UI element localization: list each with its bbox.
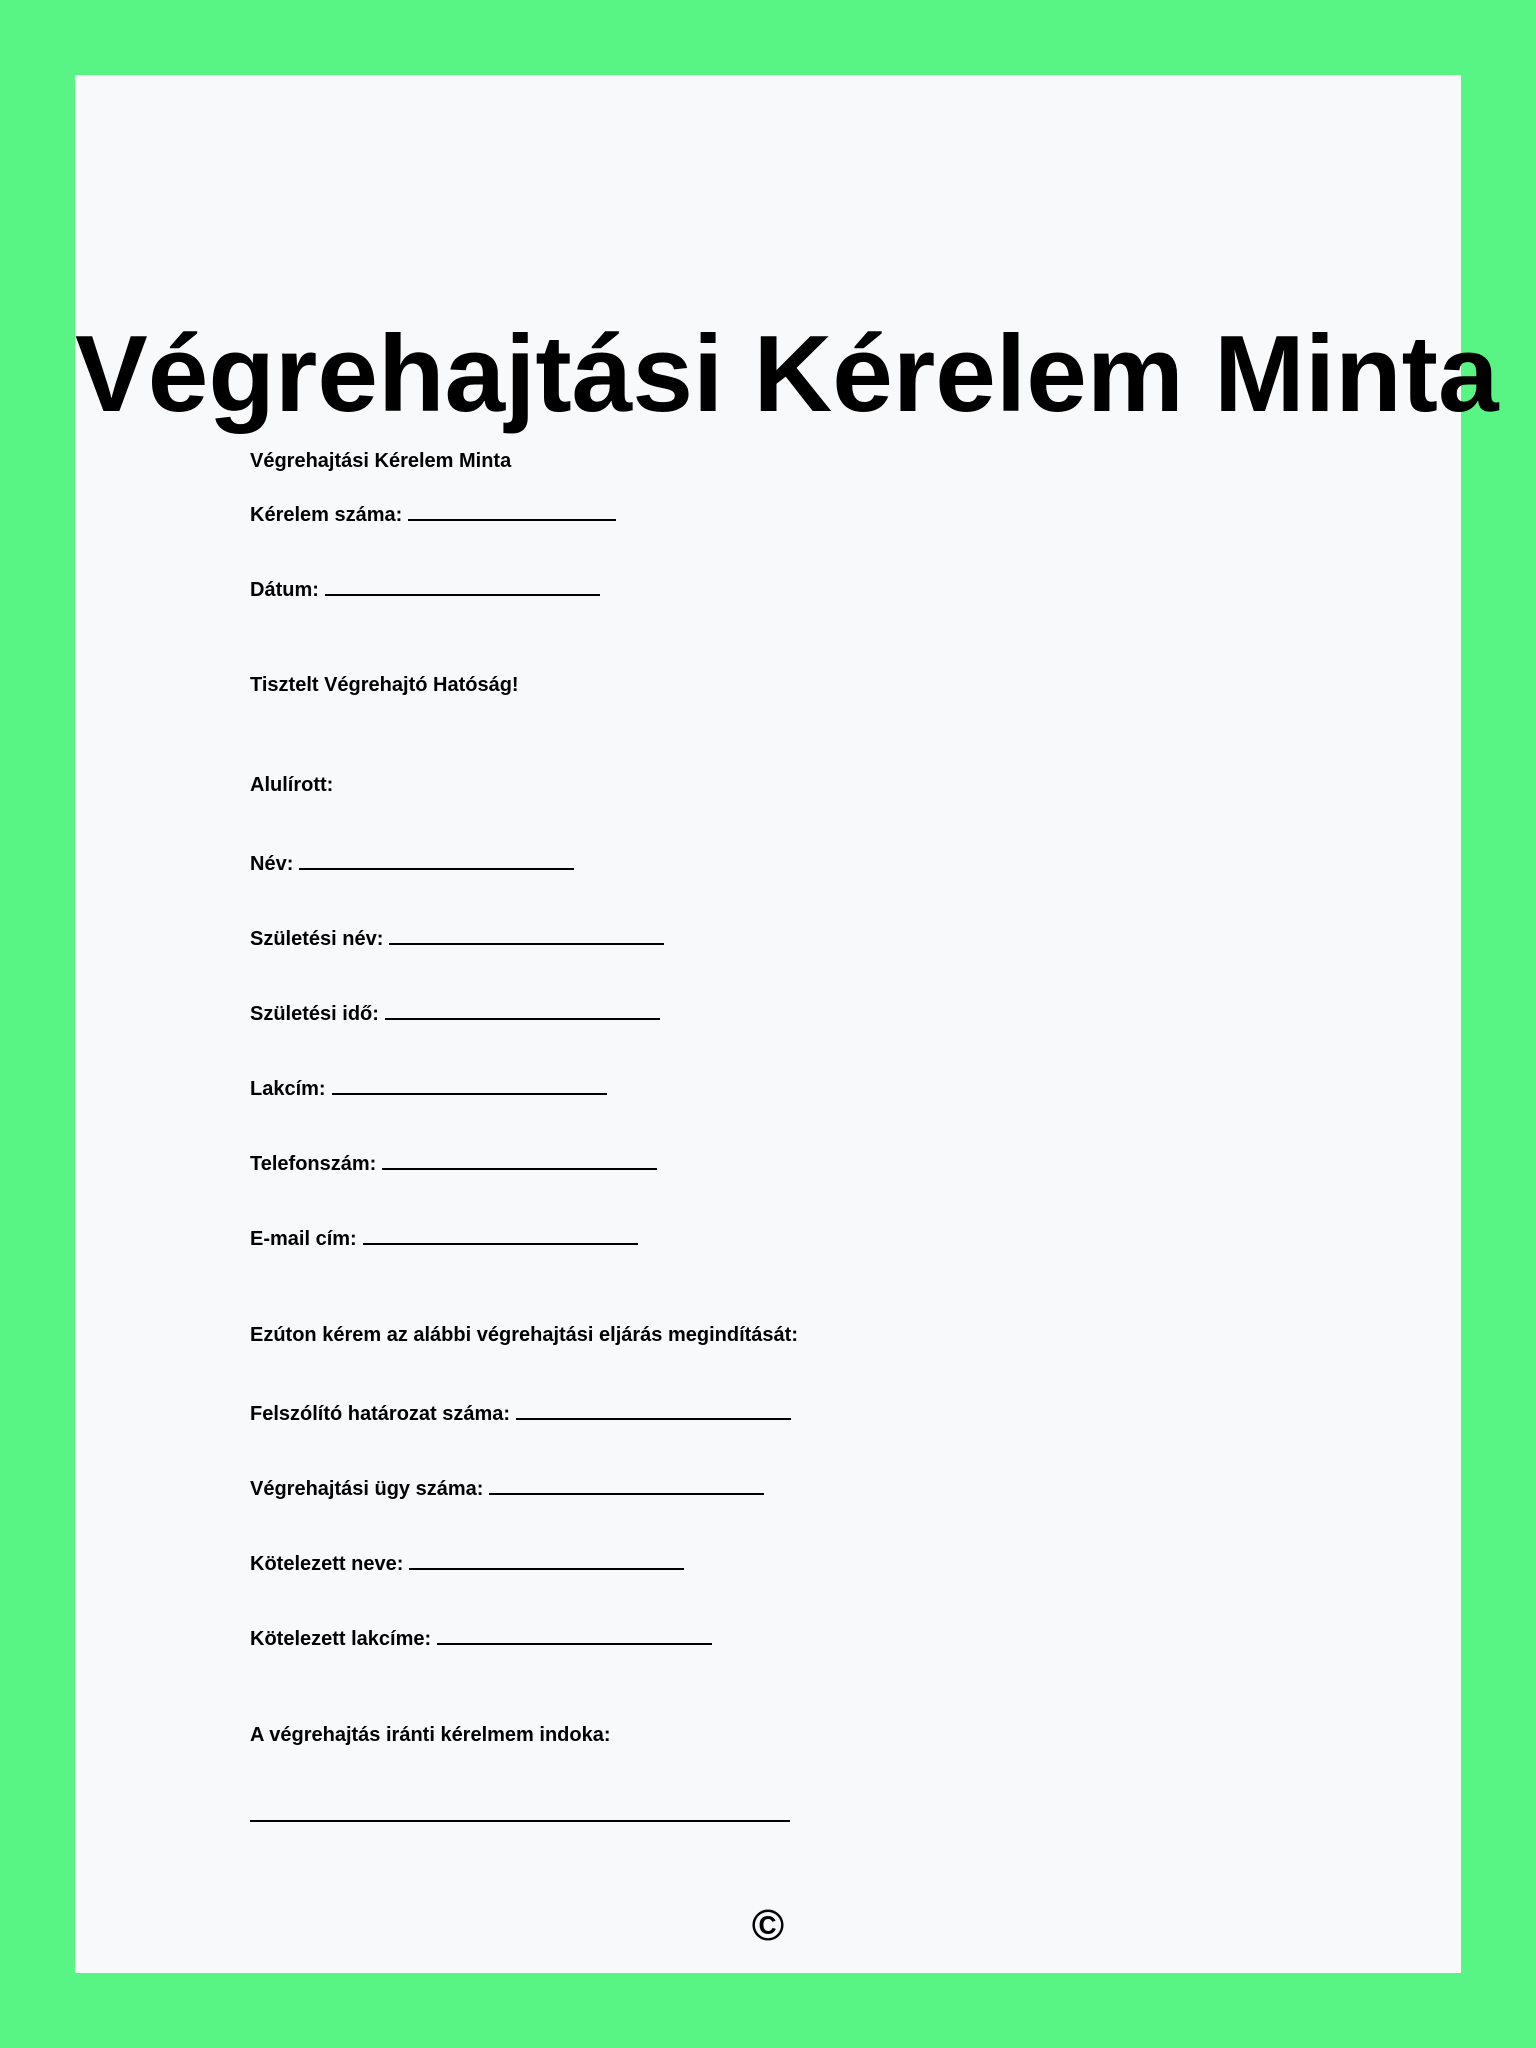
copyright-icon: © <box>751 1901 785 1950</box>
blank-line <box>437 1623 712 1645</box>
field-case-number <box>250 1473 764 1501</box>
field-label: Kötelezett neve: <box>250 1553 404 1575</box>
reason-blank-line <box>250 1820 790 1822</box>
field-label: Telefonszám: <box>250 1153 377 1175</box>
blank-line <box>385 998 660 1020</box>
field-obligor-address <box>250 1623 712 1651</box>
blank-line <box>489 1473 764 1495</box>
field-date <box>250 574 600 602</box>
field-label: Kérelem száma: <box>250 504 403 526</box>
blank-line <box>389 923 664 945</box>
blank-line <box>382 1148 657 1170</box>
document-heading: Végrehajtási Kérelem Minta <box>75 313 1499 435</box>
document-subtitle: Végrehajtási Kérelem Minta <box>250 450 512 472</box>
field-phone <box>250 1148 657 1176</box>
field-label: Születési név: <box>250 928 384 950</box>
field-label: Végrehajtási ügy száma: <box>250 1478 484 1500</box>
request-intro: Ezúton kérem az alábbi végrehajtási eljárás megindítását: <box>250 1324 798 1346</box>
field-label: Dátum: <box>250 579 319 601</box>
blank-line <box>409 1548 684 1570</box>
field-summons-number <box>250 1398 791 1426</box>
field-label: Születési idő: <box>250 1003 379 1025</box>
document-page <box>75 75 1499 1973</box>
blank-line <box>299 848 574 870</box>
field-birth-date <box>250 998 660 1026</box>
field-address <box>250 1073 607 1101</box>
reason-label: A végrehajtás iránti kérelmem indoka: <box>250 1724 611 1746</box>
field-obligor-name <box>250 1548 684 1576</box>
field-request-number <box>250 499 616 527</box>
blank-line <box>516 1398 791 1420</box>
field-label: Név: <box>250 853 294 875</box>
field-label: Kötelezett lakcíme: <box>250 1628 432 1650</box>
field-label: Lakcím: <box>250 1078 326 1100</box>
blank-line <box>332 1073 607 1095</box>
field-email <box>250 1223 638 1251</box>
blank-line <box>363 1223 638 1245</box>
field-label: E-mail cím: <box>250 1228 357 1250</box>
blank-line <box>325 574 600 596</box>
field-birth-name <box>250 923 664 951</box>
field-name <box>250 848 574 876</box>
blank-line <box>408 499 616 521</box>
field-label: Felszólító határozat száma: <box>250 1403 511 1425</box>
undersigned-intro: Alulírott: <box>250 774 334 796</box>
salutation: Tisztelt Végrehajtó Hatóság! <box>250 674 519 696</box>
